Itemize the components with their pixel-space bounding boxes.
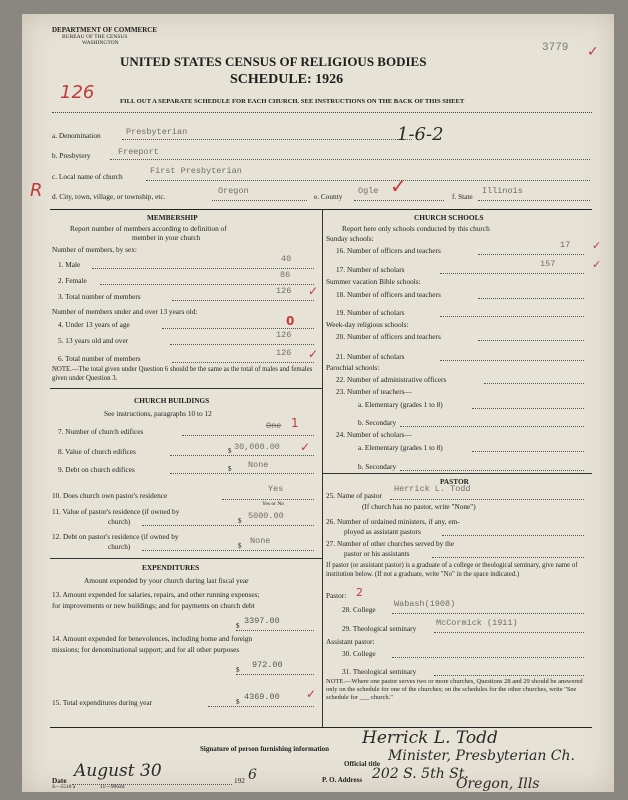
q16-value: 17 xyxy=(560,240,571,250)
schedule-title: SCHEDULE: 1926 xyxy=(230,72,344,87)
dollar-sign: $ xyxy=(228,447,232,455)
q2-value: 86 xyxy=(280,270,291,280)
pastor-sub-label: Pastor: xyxy=(326,591,347,600)
red-r-mark: R xyxy=(30,180,43,201)
address-value-2: Oregon, Ills xyxy=(456,776,540,792)
pastor-red-number: 2 xyxy=(356,586,363,599)
q27-label-a: 27. Number of other churches served by the xyxy=(326,539,455,548)
q26-label-a: 26. Number of ordained ministers, if any, em- xyxy=(326,517,460,526)
graduate-note: If pastor (or assistant pastor) is a graduate of a college or theological seminary, give name of institution below. (If not a graduate, write "No" in the space indicated.) xyxy=(326,562,578,578)
weekday-label: Week-day religious schools: xyxy=(326,320,409,329)
q14-label: 14. Amount expended for benevolences, including home and foreign missions; for denominational support; and for all other purposes xyxy=(52,634,253,654)
q17-label: 17. Number of scholars xyxy=(336,265,405,274)
date-label: Date xyxy=(52,776,67,785)
dollar-sign: $ xyxy=(236,666,240,674)
dollar-sign: $ xyxy=(238,542,242,550)
code-mark: 1-6-2 xyxy=(397,124,444,145)
official-title-label: Official title xyxy=(344,760,380,768)
q11-label-a: 11. Value of pastor's residence (if owned by xyxy=(52,507,180,516)
city-value: Oregon xyxy=(218,186,249,196)
q6-value: 126 xyxy=(276,348,292,358)
presbytery-label: b. Presbytery xyxy=(52,151,91,160)
expenditures-heading: EXPENDITURES xyxy=(142,563,200,572)
year-value: 6 xyxy=(248,767,257,783)
q3-value: 126 xyxy=(276,286,292,296)
q11-value: 5000.00 xyxy=(248,511,284,521)
denomination-value: Presbyterian xyxy=(126,127,188,137)
schools-heading: CHURCH SCHOOLS xyxy=(414,213,484,222)
q10-value: Yes xyxy=(268,484,284,494)
assistant-label: Assistant pastor: xyxy=(326,637,375,646)
q13-value: 3397.00 xyxy=(244,616,280,626)
q29-label: 29. Theological seminary xyxy=(342,624,417,633)
q30-label: 30. College xyxy=(342,649,376,658)
membership-intro2: member in your church xyxy=(132,233,201,242)
red-check-county: ✓ xyxy=(390,174,407,198)
expenditures-sub: Amount expended by your church during last fiscal year xyxy=(84,576,249,585)
buildings-heading: CHURCH BUILDINGS xyxy=(134,396,210,405)
q31-label: 31. Theological seminary xyxy=(342,667,417,676)
q3-label: 3. Total number of members xyxy=(58,292,141,301)
by-sex-label: Number of members, by sex: xyxy=(52,245,137,254)
q28-label: 28. College xyxy=(342,605,376,614)
q23b-label: b. Secondary xyxy=(358,418,397,427)
red-tick-q17: ✓ xyxy=(592,258,602,271)
q25-note: (If church has no pastor, write "None") xyxy=(362,502,476,511)
signature-label: Signature of person furnishing information xyxy=(200,745,329,753)
red-tick-q16: ✓ xyxy=(592,239,602,252)
q15-value: 4369.00 xyxy=(244,692,280,702)
q18-label: 18. Number of officers and teachers xyxy=(336,290,441,299)
form-instruction: FILL OUT A SEPARATE SCHEDULE FOR EACH CHURCH. SEE INSTRUCTIONS ON THE BACK OF THIS SHEET xyxy=(120,98,465,105)
q25-value: Herrick L. Todd xyxy=(394,484,471,494)
q5-value: 126 xyxy=(276,330,292,340)
q2-label: 2. Female xyxy=(58,276,87,285)
dollar-sign: $ xyxy=(236,622,240,630)
q1-label: 1. Male xyxy=(58,260,81,269)
red-tick-q6: ✓ xyxy=(308,347,319,361)
q23a-label: a. Elementary (grades 1 to 8) xyxy=(358,400,443,409)
q24a-label: a. Elementary (grades 1 to 8) xyxy=(358,443,443,452)
buildings-sub: See instructions, paragraphs 10 to 12 xyxy=(104,409,212,418)
q26-label-b: ployed as assistant pastors xyxy=(344,527,421,536)
yes-no-hint: Yes or No xyxy=(262,501,285,507)
q9-value: None xyxy=(248,460,269,470)
official-title-value: Minister, Presbyterian Ch. xyxy=(388,748,575,764)
signature-value: Herrick L. Todd xyxy=(362,728,498,748)
q12-label-b: church) xyxy=(108,542,131,551)
county-label: e. County xyxy=(314,192,343,201)
q29-value: McCormick (1911) xyxy=(436,618,518,628)
q1-value: 40 xyxy=(281,254,292,264)
denomination-label: a. Denomination xyxy=(52,131,101,140)
date-value: August 30 xyxy=(74,761,162,781)
red-number: 126 xyxy=(60,82,95,103)
q7-red-value: 1 xyxy=(291,416,299,430)
red-check-top: ✓ xyxy=(587,44,599,60)
membership-heading: MEMBERSHIP xyxy=(147,213,198,222)
church-name-label: c. Local name of church xyxy=(52,172,123,181)
q21-label: 21. Number of scholars xyxy=(336,352,405,361)
q28-value: Wabash(1908) xyxy=(394,599,456,609)
census-form xyxy=(22,14,614,792)
pastor-heading: PASTOR xyxy=(440,477,469,486)
dept-name: DEPARTMENT OF COMMERCE xyxy=(52,26,158,34)
q9-label: 9. Debt on church edifices xyxy=(58,465,135,474)
dollar-sign: $ xyxy=(236,698,240,706)
q16-label: 16. Number of officers and teachers xyxy=(336,246,441,255)
red-tick-q15: ✓ xyxy=(306,687,317,701)
form-code-2: 11—9064d xyxy=(100,784,125,790)
stamp-number: 3779 xyxy=(542,42,569,54)
dollar-sign: $ xyxy=(238,517,242,525)
q4-label: 4. Under 13 years of age xyxy=(58,320,130,329)
address-label: P. O. Address xyxy=(322,776,363,784)
age-heading: Number of members under and over 13 years old: xyxy=(52,307,198,316)
q22-label: 22. Number of administrative officers xyxy=(336,375,447,384)
q19-label: 19. Number of scholars xyxy=(336,308,405,317)
q8-label: 8. Value of church edifices xyxy=(58,447,136,456)
form-title: UNITED STATES CENSUS OF RELIGIOUS BODIES xyxy=(120,54,427,69)
address-value: 202 S. 5th St. xyxy=(372,766,469,782)
q4-value: 0 xyxy=(286,314,295,328)
q7-label: 7. Number of church edifices xyxy=(58,427,144,436)
county-value: Ogle xyxy=(358,186,379,196)
city-label: d. City, town, village, or township, etc. xyxy=(52,192,166,201)
q20-label: 20. Number of officers and teachers xyxy=(336,332,441,341)
red-tick-q3: ✓ xyxy=(308,284,319,298)
q24b-label: b. Secondary xyxy=(358,462,397,471)
church-name-value: First Presbyterian xyxy=(150,166,242,176)
q15-label: 15. Total expenditures during year xyxy=(52,698,153,707)
q25-label: 25. Name of pastor xyxy=(326,491,382,500)
city-name: WASHINGTON xyxy=(82,40,119,46)
q27-label-b: pastor or his assistants xyxy=(344,549,410,558)
schools-intro: Report here only schools conducted by this church xyxy=(342,224,490,233)
q11-label-b: church) xyxy=(108,517,131,526)
q10-label: 10. Does church own pastor's residence xyxy=(52,491,168,500)
q23-label: 23. Number of teachers— xyxy=(336,387,412,396)
q7-value: One xyxy=(266,421,282,431)
q12-label-a: 12. Debt on pastor's residence (if owned by xyxy=(52,532,179,541)
q12-value: None xyxy=(250,536,271,546)
summer-label: Summer vacation Bible schools: xyxy=(326,277,421,286)
membership-intro1: Report number of members according to definition of xyxy=(70,224,227,233)
q14-value: 972.00 xyxy=(252,660,283,670)
parochial-label: Parochial schools: xyxy=(326,363,380,372)
q5-label: 5. 13 years old and over xyxy=(58,336,129,345)
q24-label: 24. Number of scholars— xyxy=(336,430,412,439)
q6-label: 6. Total number of members xyxy=(58,354,141,363)
form-code: S—5518 a xyxy=(52,784,76,790)
bureau-name: BUREAU OF THE CENSUS xyxy=(62,34,128,40)
dollar-sign: $ xyxy=(228,465,232,473)
presbytery-value: Freeport xyxy=(118,147,159,157)
membership-note: NOTE.—The total given under Question 6 should be the same as the total of males and females given under Question 3. xyxy=(52,366,313,382)
state-label: f. State xyxy=(452,192,473,201)
q13-label: 13. Amount expended for salaries, repairs, and other running expenses; for improvements or new buildings; and for payments on church debt xyxy=(52,590,260,610)
red-tick-q8: ✓ xyxy=(300,440,311,454)
q8-value: 30,000.00 xyxy=(234,442,280,452)
pastor-note: NOTE.—Where one pastor serves two or more churches, Questions 28 and 29 should be answered only on the schedule for one of the churches; on the schedules for the other churches, write "See schedule for ___ church." xyxy=(326,678,583,701)
state-value: Illinois xyxy=(482,186,523,196)
sunday-label: Sunday schools: xyxy=(326,234,374,243)
q17-value: 157 xyxy=(540,259,556,269)
year-prefix: 192 xyxy=(234,776,245,785)
